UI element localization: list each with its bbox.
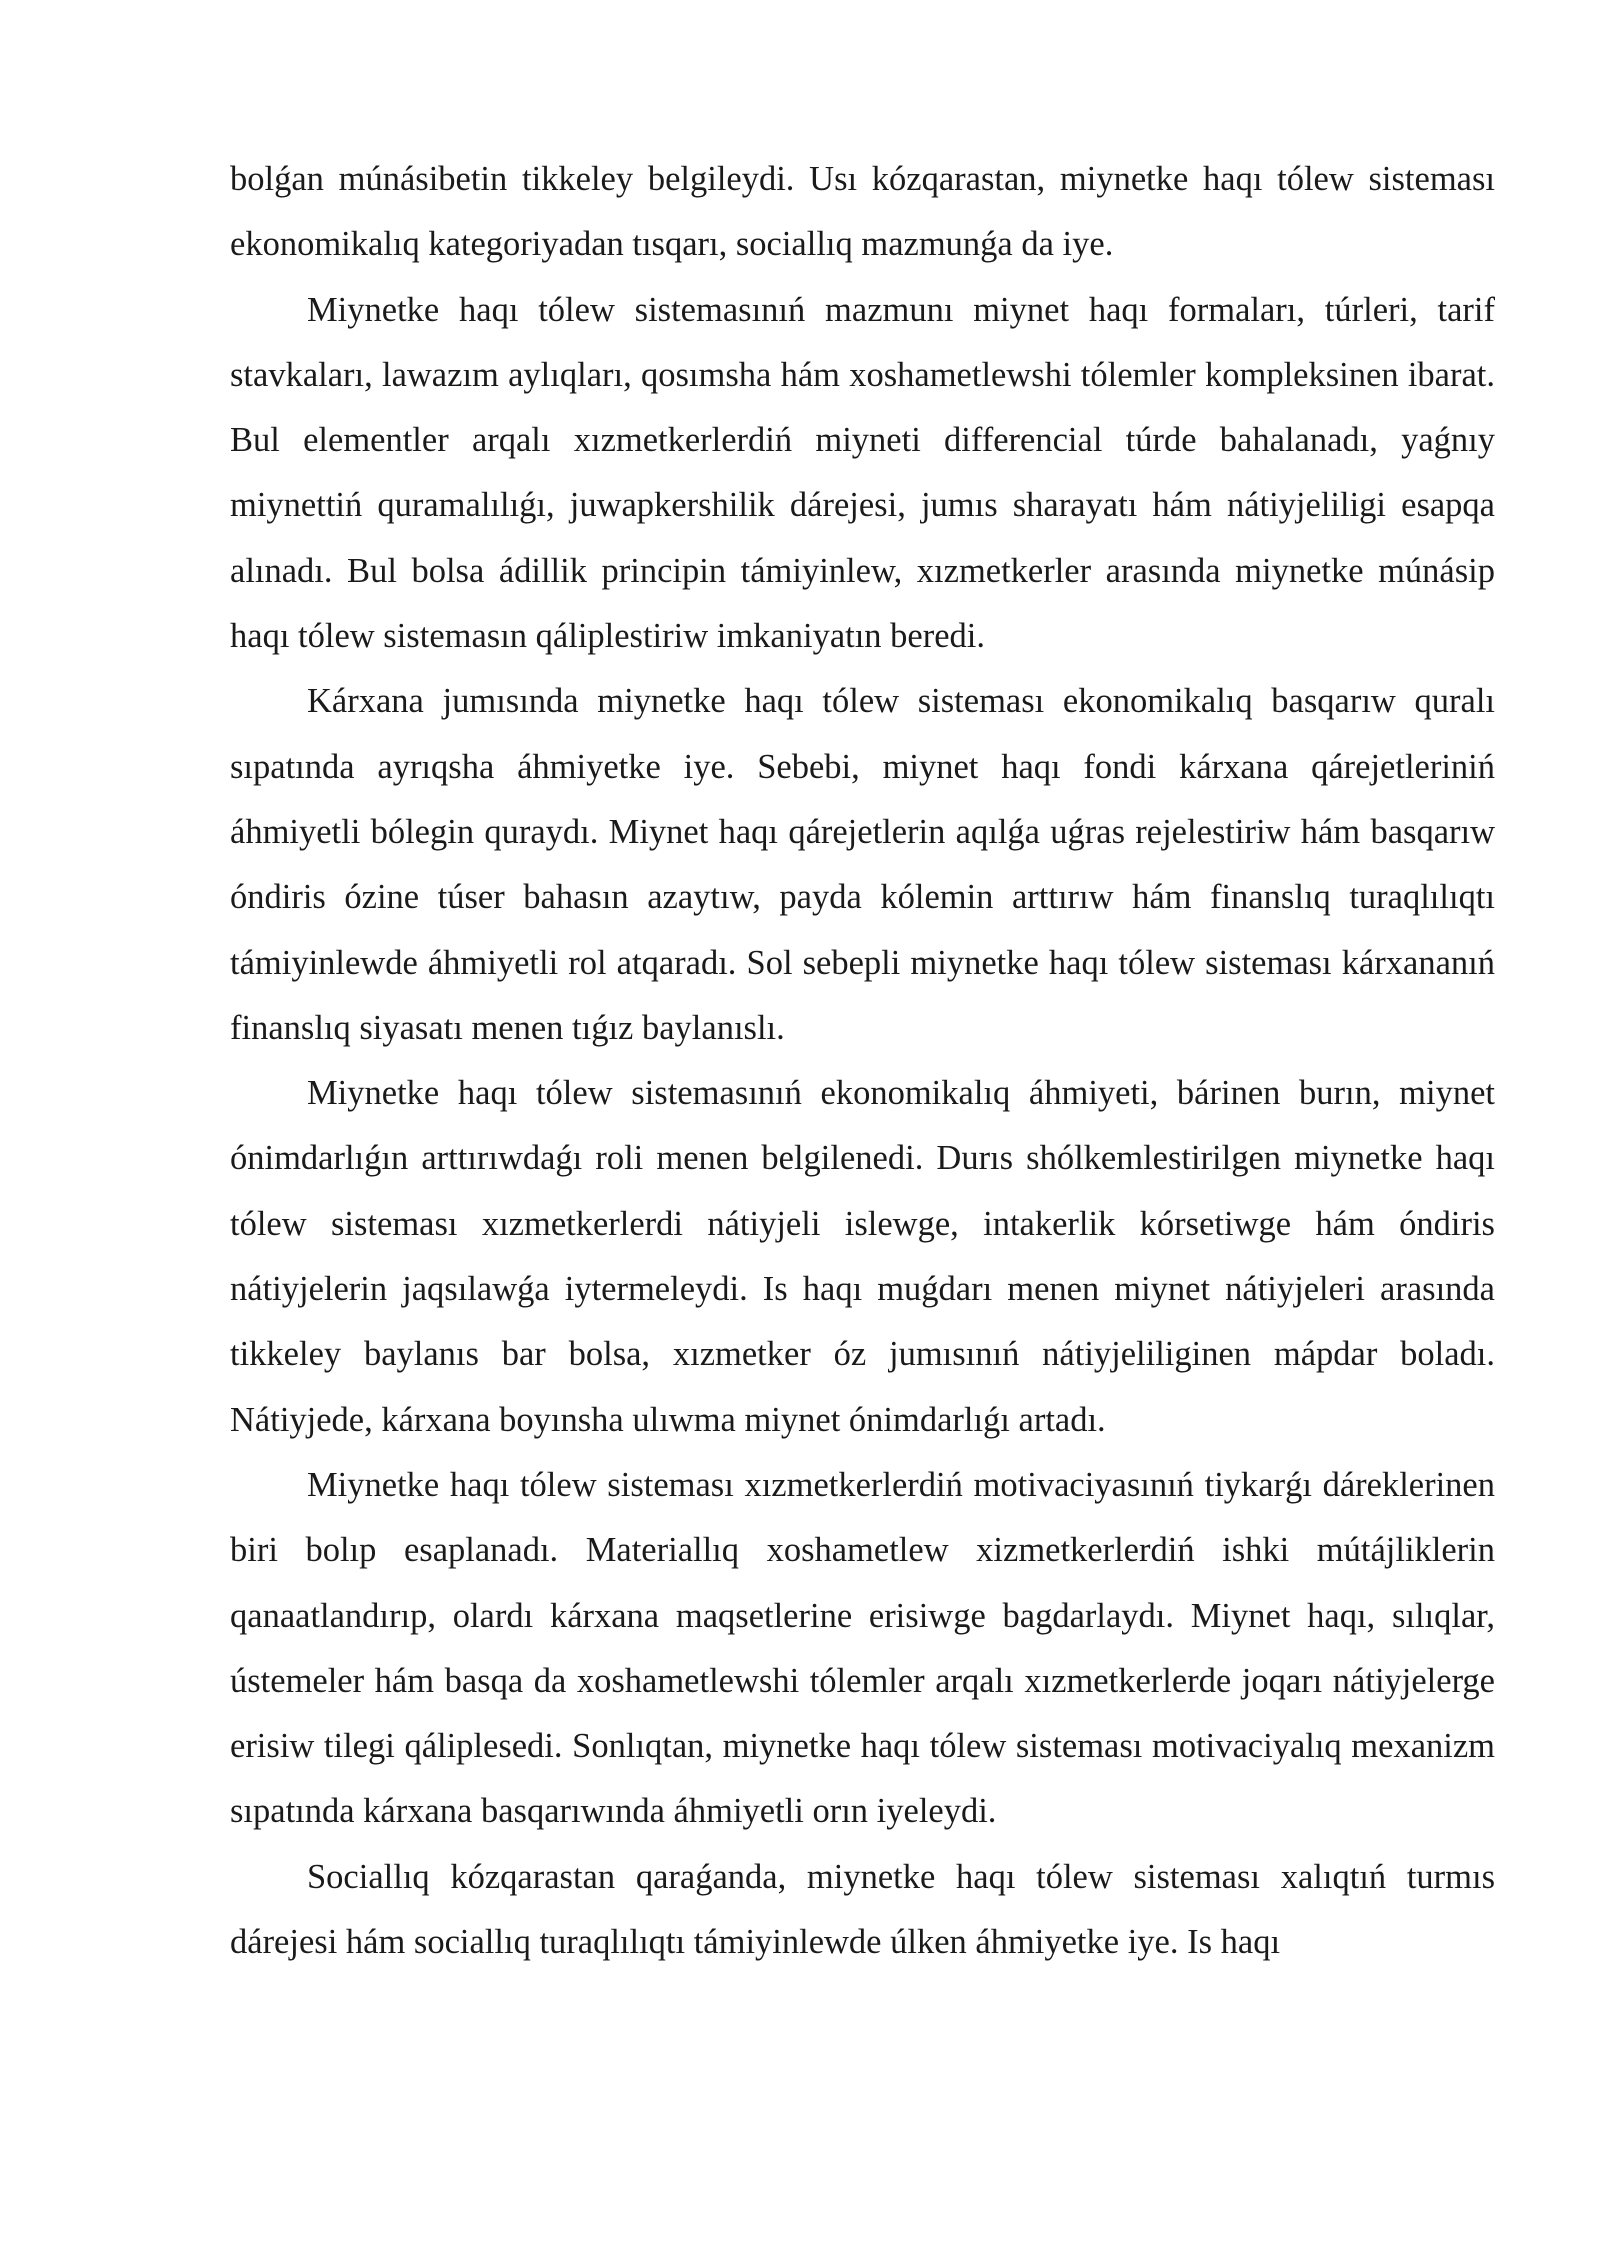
paragraph-motivation: Miynetke haqı tólew sisteması xızmetkerlerdiń motivaciyasınıń tiykarǵı dáreklerinen biri bolıp esaplanadı. Materiallıq xoshametlew xizmetkerlerdiń ishki mútájliklerin qanaatlandırıp, olardı kárxana maqsetlerine erisiwge bagdarlaydı. Miynet haqı, sılıqlar, ústemeler hám basqa da xoshametlewshi tólemler arqalı xızmetkerlerde joqarı nátiyjelerge erisiw tilegi qáliplesedi. Sonlıqtan, miynetke haqı tólew sisteması motivaciyalıq mexanizm sıpatında kárxana basqarıwında áhmiyetli orın iyeleydi.: [230, 1465, 1495, 1831]
document-body: [230, 147, 1495, 1975]
paragraph-continued: bolǵan múnásibetin tikkeley belgileydi. Usı kózqarastan, miynetke haqı tólew sisteması ekonomikalıq kategoriyadan tısqarı, sociallıq mazmunǵa da iye.: [230, 160, 1495, 264]
paragraph-economic-management: Kárxana jumısında miynetke haqı tólew sisteması ekonomikalıq basqarıw quralı sıpatında ayrıqsha áhmiyetke iye. Sebebi, miynet haqı fondi kárxana qárejetleriniń áhmiyetli bólegin quraydı. Miynet haqı qárejetlerin aqılǵa uǵras rejelestiriw hám basqarıw óndiris ózine túser bahasın azaytıw, payda kólemin arttırıw hám finanslıq turaqlılıqtı támiyinlewde áhmiyetli rol atqaradı. Sol sebepli miynetke haqı tólew sisteması kárxananıń finanslıq siyasatı menen tıǵız baylanıslı.: [230, 682, 1495, 1047]
paragraph-labor-productivity: Miynetke haqı tólew sistemasınıń ekonomikalıq áhmiyeti, bárinen burın, miynet ónimdarlıǵın arttırıwdaǵı roli menen belgilenedi. Durıs shólkemlestirilgen miynetke haqı tólew sisteması xızmetkerlerdi nátiyjeli islewge, intakerlik kórsetiwge hám óndiris nátiyjelerin jaqsılawǵa iytermeleydi. Is haqı muǵdarı menen miynet nátiyjeleri arasında tikkeley baylanıs bar bolsa, xızmetker óz jumısınıń nátiyjeliliginen mápdar boladı. Nátiyjede, kárxana boyınsha ulıwma miynet ónimdarlıǵı artadı.: [230, 1074, 1495, 1439]
paragraph-wage-system-content: Miynetke haqı tólew sistemasınıń mazmunı miynet haqı formaları, túrleri, tarif stavkaları, lawazım aylıqları, qosımsha hám xoshametlewshi tólemler kompleksinen ibarat. Bul elementler arqalı xızmetkerlerdiń miyneti differencial túrde bahalanadı, yaǵnıy miynettiń quramalılıǵı, juwapkershilik dárejesi, jumıs sharayatı hám nátiyjeliligi esapqa alınadı. Bul bolsa ádillik principin támiyinlew, xızmetkerler arasında miynetke múnásip haqı tólew sistemasın qáliplestiriw imkaniyatın beredi.: [230, 290, 1495, 656]
paragraph-social-view: Sociallıq kózqarastan qaraǵanda, miynetke haqı tólew sisteması xalıqtıń turmıs dárejesi hám sociallıq turaqlılıqtı támiyinlewde úlken áhmiyetke iye. Is haqı: [230, 1857, 1495, 1962]
